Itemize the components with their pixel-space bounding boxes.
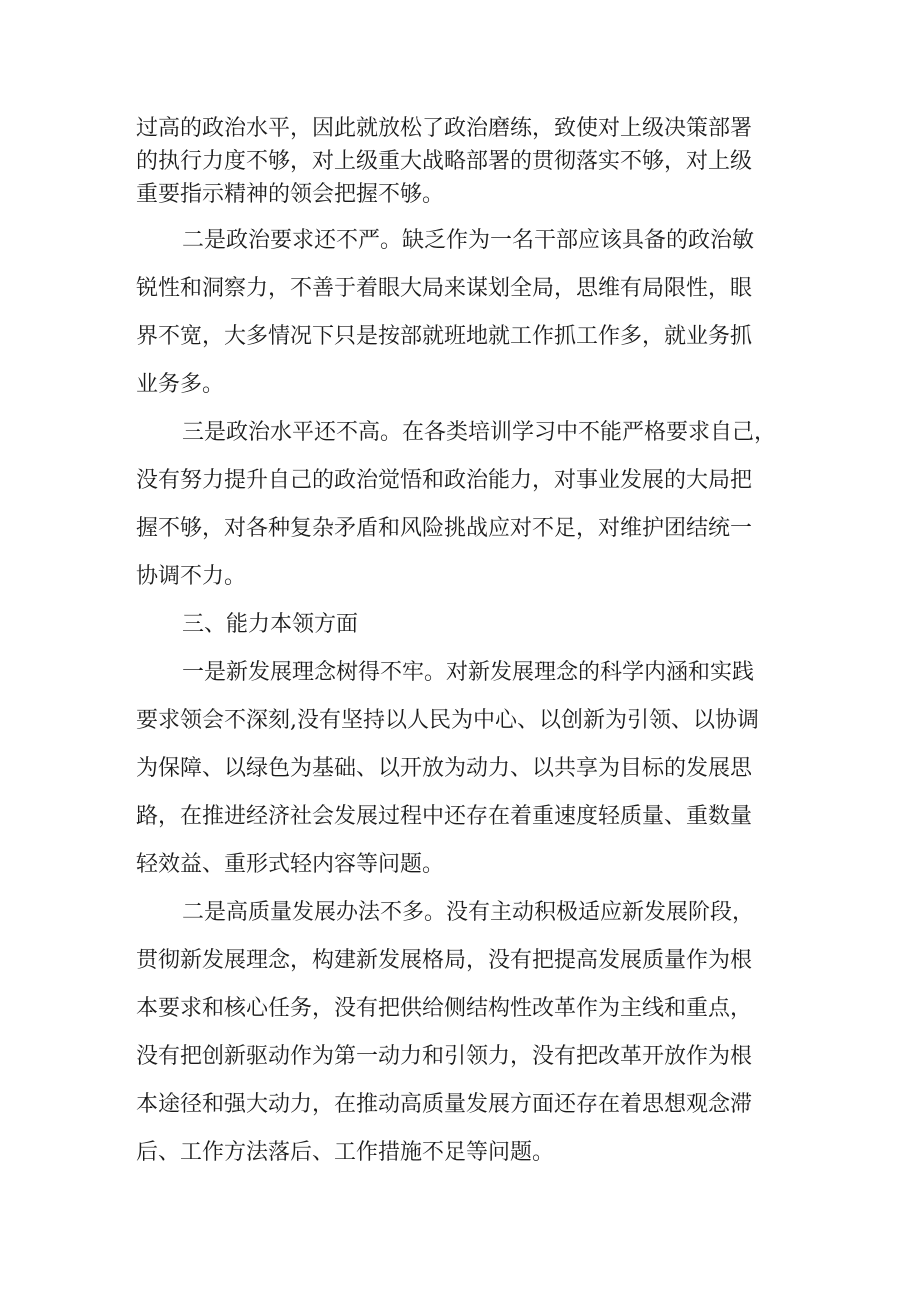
text-line: 二是高质量发展办法不多。没有主动积极适应新发展阶段， bbox=[182, 900, 755, 925]
text-line: 没有把创新驱动作为第一动力和引领力，没有把改革开放作为根 bbox=[136, 1044, 753, 1069]
document-body bbox=[136, 112, 796, 1177]
paragraph-continuation bbox=[136, 112, 796, 211]
text-line: 路，在推进经济社会发展过程中还存在着重速度轻质量、重数量 bbox=[136, 804, 753, 829]
text-line: 握不够，对各种复杂矛盾和风险挑战应对不足，对维护团结统一 bbox=[136, 516, 753, 541]
text-line: 二是政治要求还不严。缺乏作为一名干部应该具备的政治敏 bbox=[182, 228, 755, 253]
text-line: 没有努力提升自己的政治觉悟和政治能力，对事业发展的大局把 bbox=[136, 468, 753, 493]
section-heading bbox=[136, 601, 796, 649]
heading-text: 三、能力本领方面 bbox=[182, 612, 359, 637]
text-line: 重要指示精神的领会把握不够。 bbox=[136, 182, 445, 207]
text-line: 界不宽，大多情况下只是按部就班地就工作抓工作多，就业务抓 bbox=[136, 324, 753, 349]
paragraph-political-requirement bbox=[136, 217, 796, 409]
text-line: 一是新发展理念树得不牢。对新发展理念的科学内涵和实践 bbox=[182, 660, 755, 685]
text-line: 为保障、以绿色为基础、以开放为动力、以共享为目标的发展思 bbox=[136, 756, 753, 781]
text-line: 过高的政治水平，因此就放松了政治磨练，致使对上级决策部署 bbox=[136, 116, 753, 141]
paragraph-high-quality-development bbox=[136, 889, 796, 1177]
text-line: 贯彻新发展理念，构建新发展格局，没有把提高发展质量作为根 bbox=[136, 948, 753, 973]
text-line: 锐性和洞察力，不善于着眼大局来谋划全局，思维有局限性，眼 bbox=[136, 276, 753, 301]
text-line: 协调不力。 bbox=[136, 564, 247, 589]
text-line: 后、工作方法落后、工作措施不足等问题。 bbox=[136, 1140, 555, 1165]
text-line: 三是政治水平还不高。在各类培训学习中不能严格要求自己， bbox=[182, 420, 777, 445]
text-line: 本途径和强大动力，在推动高质量发展方面还存在着思想观念滞 bbox=[136, 1092, 753, 1117]
text-line: 轻效益、重形式轻内容等问题。 bbox=[136, 852, 445, 877]
paragraph-development-concept bbox=[136, 649, 796, 889]
paragraph-political-level bbox=[136, 409, 796, 601]
text-line: 本要求和核心任务，没有把供给侧结构性改革作为主线和重点， bbox=[136, 996, 753, 1021]
text-line: 要求领会不深刻,没有坚持以人民为中心、以创新为引领、以协调 bbox=[136, 708, 759, 733]
text-line: 业务多。 bbox=[136, 372, 225, 397]
text-line: 的执行力度不够，对上级重大战略部署的贯彻落实不够，对上级 bbox=[136, 149, 753, 174]
